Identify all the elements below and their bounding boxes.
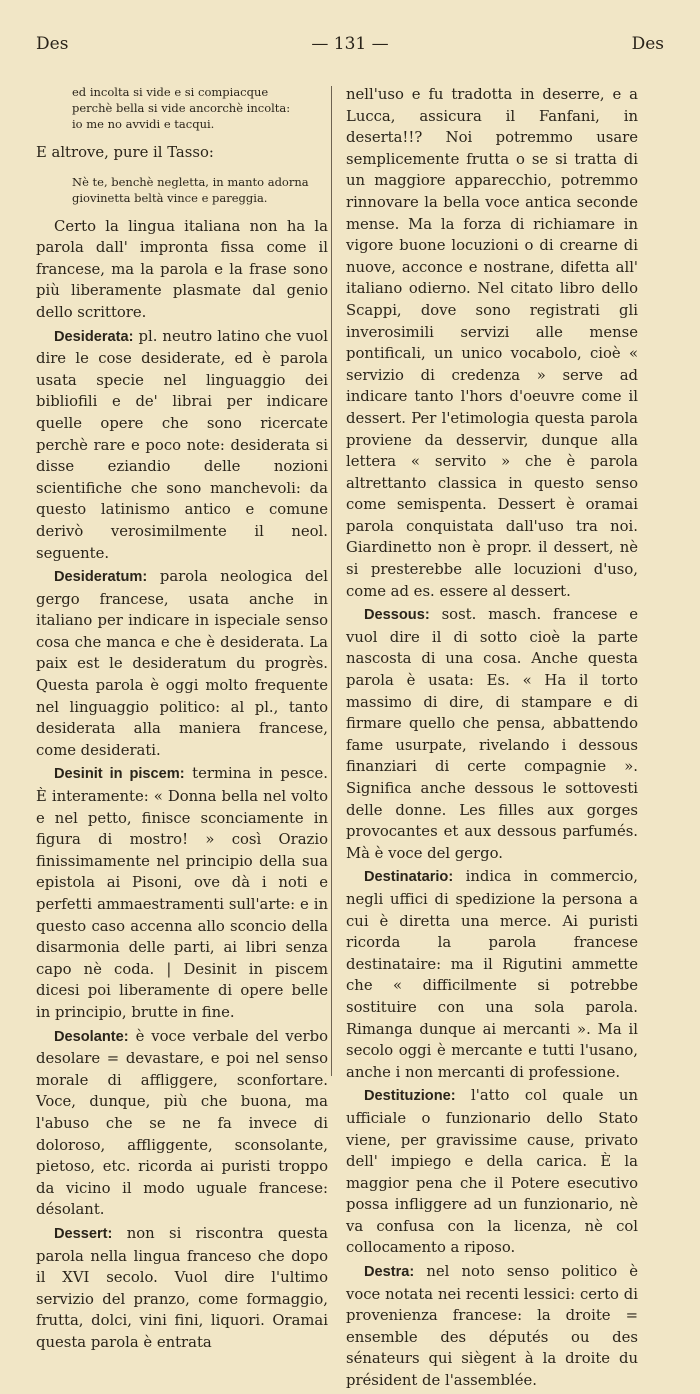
quote-line: Nè te, benchè negletta, in manto adorna (72, 174, 309, 189)
column-divider (331, 86, 332, 1076)
entry-desolante (36, 1026, 328, 1221)
right-column (346, 84, 638, 1394)
left-column (36, 84, 328, 1355)
entry-destra (346, 1261, 638, 1392)
entry-definition: sost. masch. francese e vuol dire il di sotto cioè la parte nascosta di una cosa. Anche questa parola è usata: Es. « Ha il torto massimo di dire, di stampare e di firmare quello che pensa, abbattendo fame usurpate, rivelando i dessous finanziari di certe compagnie ». Significa anche dessous le sottovesti delle donne. Les filles aux gorges provocantes et aux dessous parfumés. Mà è voce del gergo. (346, 606, 638, 862)
entry-destituzione (346, 1085, 638, 1259)
quote-line: giovinetta beltà vince e pareggia. (72, 190, 268, 205)
header-right-guide-word: Des (631, 34, 664, 54)
entry-definition: pl. neutro latino che vuol dire le cose desiderate, ed è parola usata specie nel linguaggio dei bibliofili e de' librai per indicare quelle opere che sono ricercate perchè rare e poco note: desiderata si disse eziandio delle nozioni scientifiche che sono manchevoli: da questo latinismo antico e comune derivò verosimilmente il neol. seguente. (36, 327, 328, 562)
entry-headword: Desideratum: (54, 569, 148, 586)
page-number: — 131 — (311, 34, 389, 54)
entry-headword: Destinatario: (364, 869, 454, 886)
entry-definition: indica in commercio, negli uffici di spedizione la persona a cui è diretta una merce. Ai puristi ricorda la parola francese destinataire: ma il Rigutini ammette che « difficilmente si potrebbe sostituire con una sola parola. Rimanga dunque ai mercanti ». Ma il secolo oggi è mercante e tutti l'usano, anche i non mercanti di professione. (346, 868, 638, 1081)
entry-definition: termina in pesce. È interamente: « Donna bella nel volto e nel petto, finisce sconciamente in figura di mostro! » così Orazio finissimamente nel principio della sua epistola ai Pisoni, ove dà i noti e perfetti ammaestramenti sull'arte: e in questo caso accenna allo sconcio della disarmonia delle parti, ai libri senza capo nè coda. | Desinit in piscem dicesi poi liberamente di opere belle in principio, brutte in fine. (36, 765, 329, 1021)
paragraph-tasso-intro: E altrove, pure il Tasso: (36, 144, 214, 161)
entry-headword: Desinit in piscem: (54, 766, 185, 783)
quote-block-2 (72, 174, 328, 206)
entry-headword: Destituzione: (364, 1088, 456, 1105)
paragraph-dessert-continued: nell'uso e fu tradotta in deserre, e a Lucca, assicura il Fanfani, in deserta!!? Noi potremmo usare semplicemente frutta o se si tratta di un maggiore apparecchio, potremmo rinnovare la bella voce antica seconde mense. Ma la forza di richiamare in vigore buone locuzioni o di crearne di nuove, acconce e nostrane, difetta all' italiano odierno. Nel citato libro dello Scappi, dove sono registrati gli inverosimili servizi alle mense pontificali, un unico vocabolo, cioè « servizio di credenza » serve ad indicare tanto l'hors d'oeuvre come il dessert. Per l'etimologia questa parola proviene da desservir, dunque alla lettera « servito » che è parola altrettanto classica in questo senso come semispenta. Dessert è oramai parola conquistata dall'uso tra noi. Giardinetto non è propr. il dessert, nè si presterebbe alle locuzioni d'uso, come ad es. essere al dessert. (346, 86, 638, 600)
entry-dessous (346, 604, 638, 864)
entry-headword: Destra: (364, 1264, 415, 1281)
header-left-guide-word: Des (36, 34, 69, 54)
quote-line: io me no avvidi e tacqui. (72, 117, 215, 131)
entry-destinatario (346, 866, 638, 1083)
entry-headword: Desiderata: (54, 328, 134, 345)
entry-desiderata (36, 326, 328, 565)
entry-desideratum (36, 566, 328, 761)
entry-dessert (36, 1223, 328, 1354)
entry-definition: parola neologica del gergo francese, usata anche in italiano per indicare in ispeciale senso cosa che manca e che è desiderata. La paix est le desideratum du progrès. Questa parola è oggi molto frequente nel linguaggio politico: al pl., tanto desiderata alla maniera francese, come desiderati. (36, 568, 328, 759)
entry-definition: è voce verbale del verbo desolare = devastare, e poi nel senso morale di affliggere, sconfortare. Voce, dunque, più che buona, ma l'abuso che se ne fa invece di doloroso, affliggente, sconsolante, pietoso, etc. ricorda ai puristi troppo da vicino il modo uguale francese: désolant. (36, 1027, 328, 1219)
quote-line: ed incolta si vide e si compiacque (72, 85, 269, 99)
entry-desinit-in-piscem (36, 763, 328, 1023)
quote-line: perchè bella si vide ancorchè incolta: (72, 101, 291, 115)
quote-block-1 (72, 84, 328, 132)
entry-headword: Desolante: (54, 1028, 129, 1045)
paragraph-certo: Certo la lingua italiana non ha la parola dall' impronta fissa come il francese, ma la parola e la frase sono più liberamente plasmate dal genio dello scrittore. (36, 217, 328, 321)
entry-definition: l'atto col quale un ufficiale o funzionario dello Stato viene, per gravissime cause, privato dell' impiego e della carica. È la maggior pena che il Potere esecutivo possa infliggere ad un funzionario, nè va confusa con la licenza, nè col collocamento a riposo. (346, 1087, 638, 1257)
entry-definition: nel noto senso politico è voce notata nei recenti lessici: certo di provenienza francese: la droite = ensemble des députés ou des sénateurs qui siègent à la droite du président de l'assemblée. (346, 1263, 638, 1390)
entry-headword: Dessous: (364, 607, 430, 624)
entry-headword: Dessert: (54, 1225, 113, 1242)
entry-definition: non si riscontra questa parola nella lingua franceso che dopo il XVI secolo. Vuol dire l'ultimo servizio del pranzo, come formaggio, frutta, dolci, vini fini, liquori. Oramai questa parola è entrata (36, 1224, 328, 1351)
running-header (36, 34, 664, 58)
